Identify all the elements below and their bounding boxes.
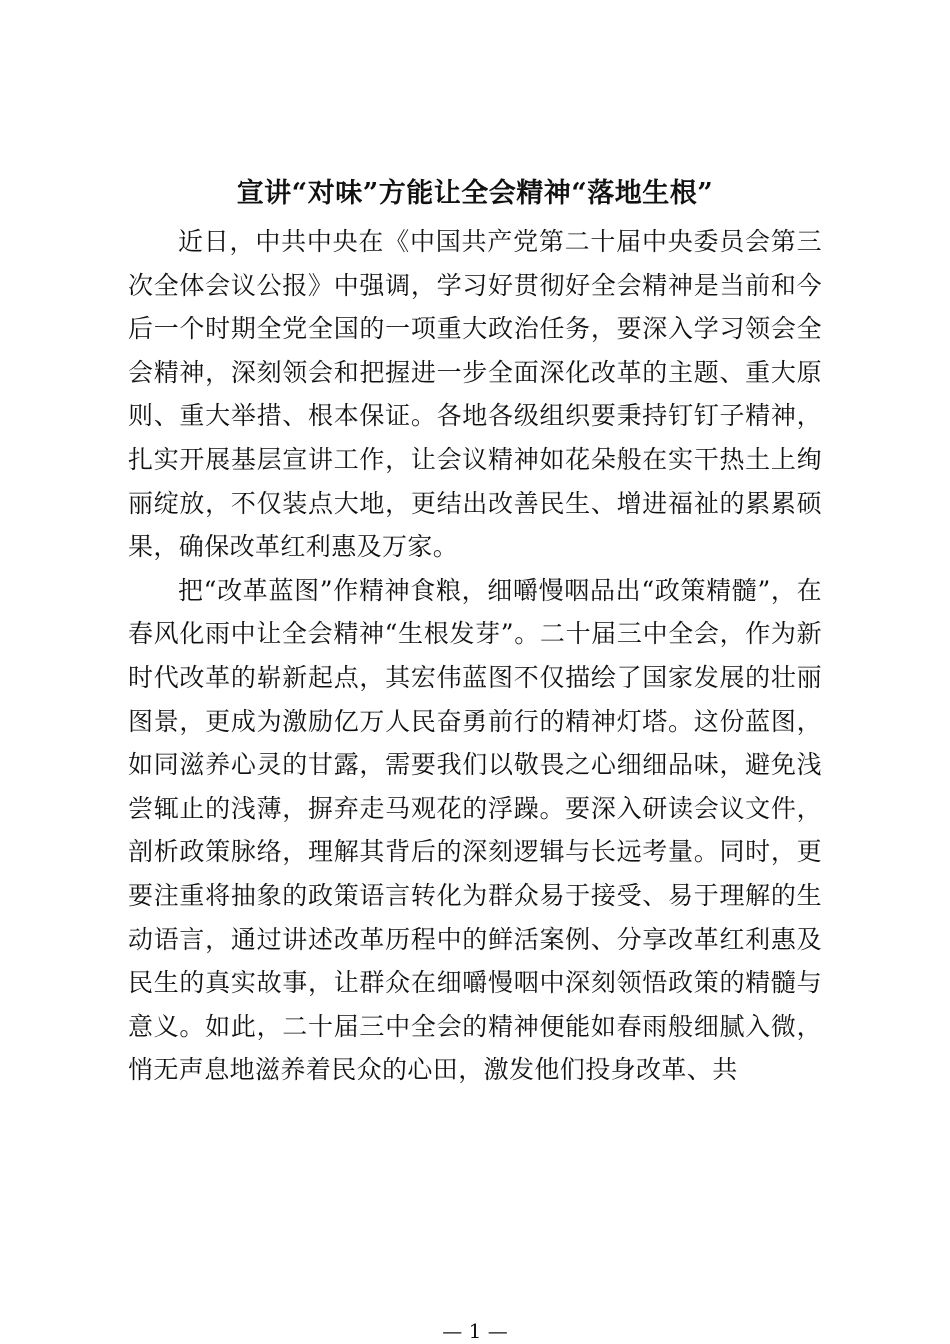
page-number: — 1 — [442, 1319, 508, 1343]
paragraph-1: 近日，中共中央在《中国共产党第二十届中央委员会第三次全体会议公报》中强调，学习好贯彻好全会精神是当前和今后一个时期全党全国的一项重大政治任务，要深入学习领会全会精神，深刻领会和把握进一步全面深化改革的主题、重大原则、重大举措、根本保证。各地各级组织要秉持钉钉子精神，扎实开展基层宣讲工作，让会议精神如花朵般在实干热土上绚丽绽放，不仅装点大地，更结出改善民生、增进福祉的累累硕果，确保改革红利惠及万家。 [128, 227, 822, 562]
document-body [128, 220, 822, 1092]
document-title: 宣讲“对味”方能让全会精神“落地生根” [236, 178, 714, 209]
paragraph-2: 把“改革蓝图”作精神食粮，细嚼慢咽品出“政策精髓”，在春风化雨中让全会精神“生根发芽”。二十届三中全会，作为新时代改革的崭新起点，其宏伟蓝图不仅描绘了国家发展的壮丽图景，更成为激励亿万人民奋勇前行的精神灯塔。这份蓝图，如同滋养心灵的甘露，需要我们以敬畏之心细细品味，避免浅尝辄止的浅薄，摒弃走马观花的浮躁。要深入研读会议文件，剖析政策脉络，理解其背后的深刻逻辑与长远考量。同时，更要注重将抽象的政策语言转化为群众易于接受、易于理解的生动语言，通过讲述改革历程中的鲜活案例、分享改革红利惠及民生的真实故事，让群众在细嚼慢咽中深刻领悟政策的精髓与意义。如此，二十届三中全会的精神便能如春雨般细腻入微，悄无声息地滋养着民众的心田，激发他们投身改革、共 [128, 575, 822, 1085]
